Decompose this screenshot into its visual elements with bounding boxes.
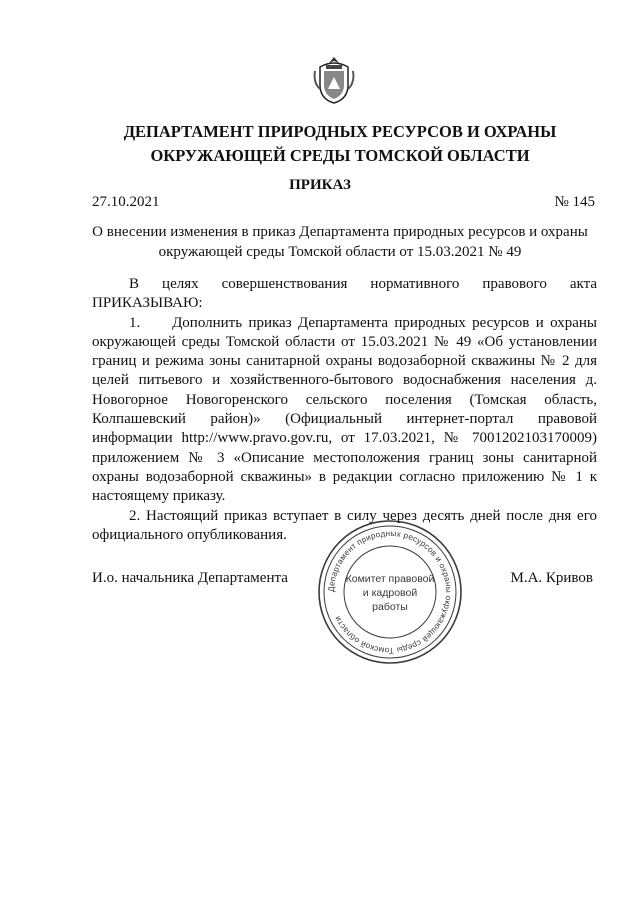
signer-position: И.о. начальника Департамента xyxy=(92,570,288,586)
order-word: ПРИКАЗЫВАЮ: xyxy=(92,295,203,312)
official-stamp xyxy=(316,518,464,666)
item-1-number: 1. xyxy=(129,314,141,331)
stamp-center-line2: и кадровой xyxy=(362,587,418,599)
subject-line1: О внесении изменения в приказ Департамента природных ресурсов и охраны xyxy=(92,224,588,240)
item-2: 2. Настоящий приказ вступает в силу через десять дней после дня его официального опубликования. xyxy=(92,507,597,543)
stamp-center-line1: Комитет правовой xyxy=(345,573,435,585)
intro-paragraph: В целях совершенствования нормативного правового акта xyxy=(129,276,597,292)
signer-name: М.А. Кривов xyxy=(510,570,593,586)
item-1-text: Дополнить приказ Департамента природных ресурсов и охраны окружающей среды Томской области от 15.03.2021 № 49 «Об установлении границ и режима зоны санитарной охраны водозаборной скважины № 2 для целей питьевого и хозяйственного-бытового водоснабжения населения д. Новогорное Новогоренского сельского поселения (Томская область, Колпашевский район)» (Официальный интернет-портал правовой информации http://www.pravo.gov.ru, от 17.03.2021, № 7001202103170009) приложением № 3 «Описание местоположения границ зоны санитарной охраны водозаборной скважины» в редакции согласно приложению № 1 к настоящему приказу. xyxy=(92,314,598,505)
document-number: № 145 xyxy=(554,194,595,210)
document-date: 27.10.2021 xyxy=(92,194,160,210)
document-subject xyxy=(80,222,600,262)
coat-of-arms-emblem xyxy=(312,55,356,105)
document-type: ПРИКАЗ xyxy=(289,177,351,193)
stamp-center-line3: работы xyxy=(372,601,408,613)
subject-line2: окружающей среды Томской области от 15.03.2021 № 49 xyxy=(158,244,522,260)
document-body xyxy=(92,275,597,545)
department-title-line1: ДЕПАРТАМЕНТ ПРИРОДНЫХ РЕСУРСОВ И ОХРАНЫ xyxy=(123,122,557,141)
stamp-ring-text: Департамент природных ресурсов и охраны окружающей среды Томской области xyxy=(326,528,454,656)
department-title xyxy=(60,120,620,168)
department-title-line2: ОКРУЖАЮЩЕЙ СРЕДЫ ТОМСКОЙ ОБЛАСТИ xyxy=(150,146,530,165)
item-1 xyxy=(92,314,597,507)
